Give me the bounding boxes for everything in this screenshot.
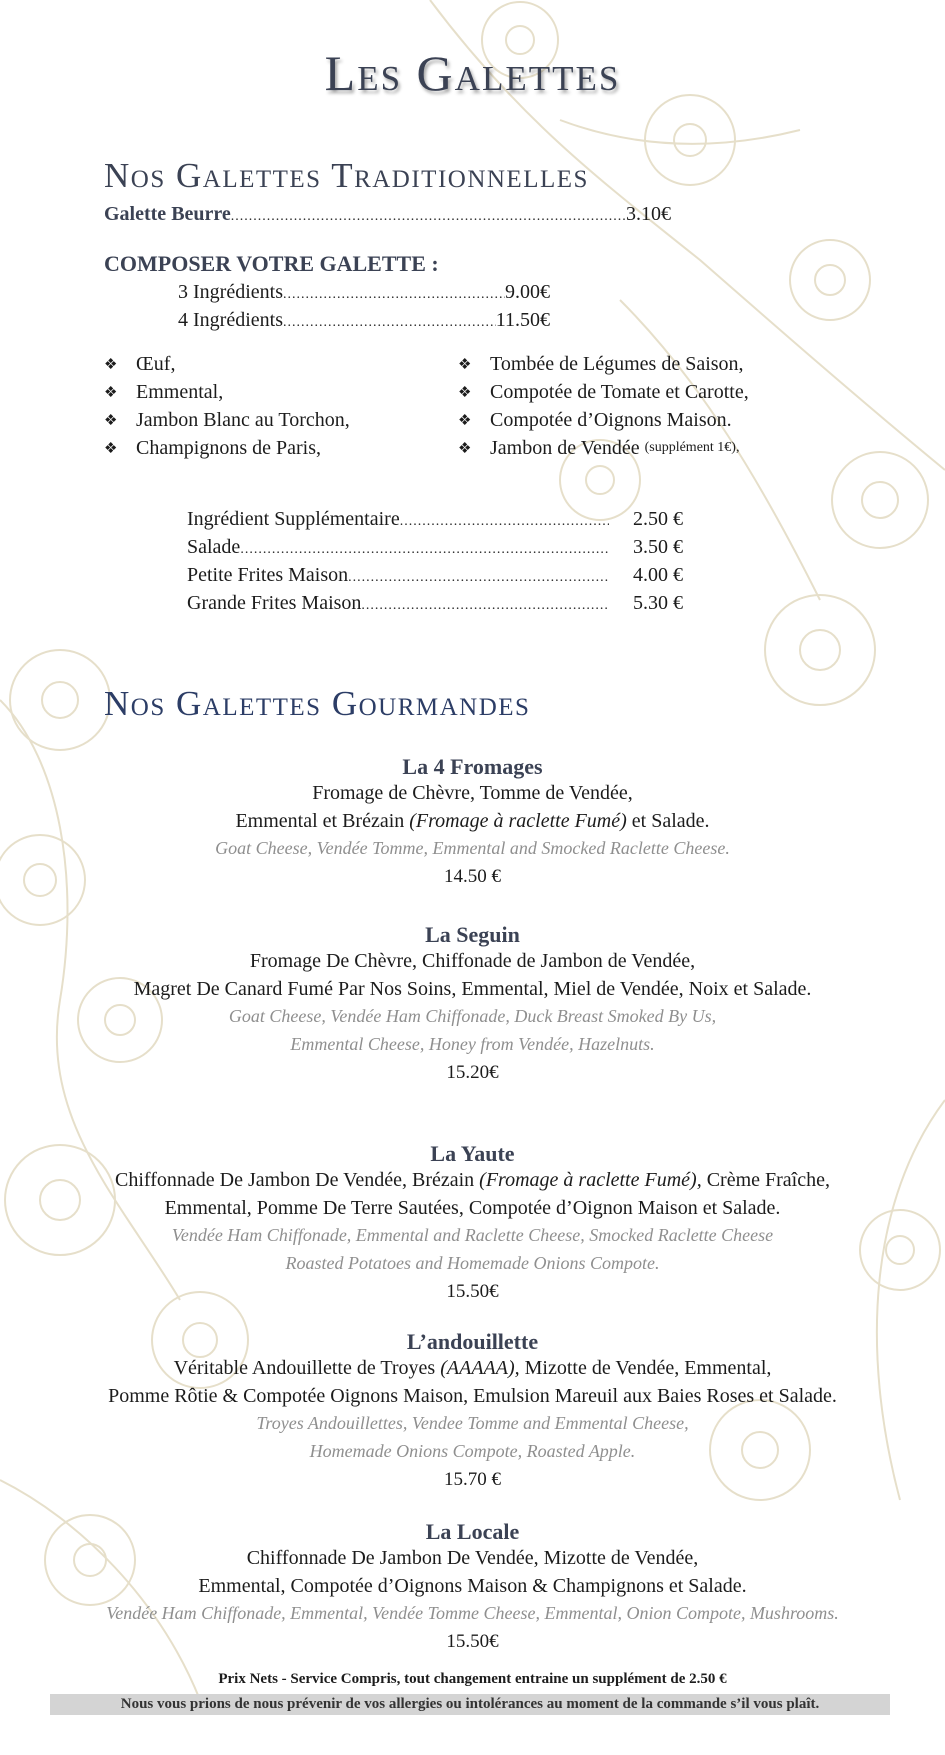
dish-card: [0, 922, 945, 1090]
diamond-bullet-icon: ❖: [458, 384, 472, 401]
dish-description: Véritable Andouillette de Troyes (AAAAA), Mizotte de Vendée, Emmental,: [173, 1357, 772, 1379]
dish-description: Chiffonnade De Jambon De Vendée, Mizotte de Vendée,: [246, 1547, 699, 1569]
galette-beurre-label: Galette Beurre: [104, 203, 231, 225]
dot-leader: [400, 508, 609, 531]
dish-description: Pomme Rôtie & Compotée Oignons Maison, Emulsion Mareuil aux Baies Roses et Salade.: [108, 1385, 837, 1407]
diamond-bullet-icon: ❖: [104, 356, 118, 373]
dish-english-description: Vendée Ham Chiffonade, Emmental, Vendée Tomme Cheese, Emmental, Onion Compote, Mushrooms.: [106, 1603, 839, 1623]
diamond-bullet-icon: ❖: [104, 412, 118, 429]
option-row: [178, 309, 550, 332]
dot-leader: [283, 309, 496, 332]
option-label: 3 Ingrédients: [178, 281, 283, 303]
dot-leader: [348, 564, 609, 587]
diamond-bullet-icon: ❖: [104, 440, 118, 457]
dot-leader: [283, 281, 505, 304]
dish-name: La Seguin: [425, 922, 520, 947]
list-item: ❖ Jambon Blanc au Torchon,: [104, 408, 350, 431]
option-row: [178, 281, 550, 304]
footer-allergy-note: Nous vous prions de nous prévenir de vos allergies ou intolérances au moment de la commande s’il vous plaît.: [50, 1694, 890, 1715]
dish-price: 15.50€: [446, 1281, 499, 1302]
galette-beurre-price: 3.10€: [626, 203, 671, 225]
diamond-bullet-icon: ❖: [104, 384, 118, 401]
jambon-supplement-note: (supplément 1€),: [644, 440, 740, 455]
diamond-bullet-icon: ❖: [458, 412, 472, 429]
footer-price-note: Prix Nets - Service Compris, tout changement entraine un supplément de 2.50 €: [218, 1671, 727, 1687]
dish-name: La Yaute: [430, 1141, 515, 1166]
extra-row: Salade ..... 3.50 €: [187, 536, 683, 559]
dish-english-description: Vendée Ham Chiffonade, Emmental and Raclette Cheese, Smocked Raclette Cheese: [171, 1225, 774, 1245]
dish-name: L’andouillette: [406, 1329, 539, 1354]
diamond-bullet-icon: ❖: [458, 440, 472, 457]
dish-english-description: Roasted Potatoes and Homemade Onions Compote.: [285, 1253, 660, 1273]
dish-english-description: Goat Cheese, Vendée Tomme, Emmental and Smocked Raclette Cheese.: [215, 838, 730, 858]
list-item: ❖ Jambon de Vendée (supplément 1€),: [458, 436, 740, 459]
extra-row: Petite Frites Maison ..... 4.00 €: [187, 564, 683, 587]
dish-description: Chiffonnade De Jambon De Vendée, Brézain (Fromage à raclette Fumé), Crème Fraîche,: [115, 1169, 830, 1191]
section-title-gourmandes: Nos Galettes Gourmandes: [104, 684, 531, 723]
section-title-traditional: Nos Galettes Traditionnelles: [104, 156, 589, 195]
list-item: ❖ Compotée d’Oignons Maison.: [458, 408, 732, 431]
dish-description: Magret De Canard Fumé Par Nos Soins, Emmental, Miel de Vendée, Noix et Salade.: [133, 978, 812, 1000]
dish-name: La 4 Fromages: [402, 754, 543, 779]
extra-row: Ingrédient Supplémentaire ..... 2.50 €: [187, 508, 683, 531]
dish-description: Emmental, Pomme De Terre Sautées, Compotée d’Oignon Maison et Salade.: [164, 1197, 781, 1219]
dish-price: 15.70 €: [444, 1469, 501, 1490]
dish-card: [0, 1329, 945, 1497]
list-item: ❖ Compotée de Tomate et Carotte,: [458, 380, 749, 403]
page-title: Les Galettes: [324, 45, 621, 101]
dish-card: [0, 1519, 945, 1659]
list-item: ❖ Tombée de Légumes de Saison,: [458, 352, 744, 375]
dot-leader: [231, 203, 626, 226]
dish-english-description: Goat Cheese, Vendée Ham Chiffonade, Duck Breast Smoked By Us,: [228, 1006, 717, 1026]
dish-price: 15.20€: [446, 1062, 499, 1083]
extra-row: Grande Frites Maison ..... 5.30 €: [187, 592, 683, 615]
dish-english-description: Emmental Cheese, Honey from Vendée, Hazelnuts.: [290, 1034, 655, 1054]
dish-description: Emmental, Compotée d’Oignons Maison & Champignons et Salade.: [198, 1575, 747, 1597]
dish-name: La Locale: [425, 1519, 520, 1544]
dish-english-description: Homemade Onions Compote, Roasted Apple.: [309, 1441, 636, 1461]
dish-price: 15.50€: [446, 1631, 499, 1652]
dish-description: Fromage De Chèvre, Chiffonade de Jambon de Vendée,: [249, 950, 696, 972]
dish-card: [0, 1141, 945, 1309]
option-price: 9.00€: [505, 281, 550, 303]
dish-english-description: Troyes Andouillettes, Vendee Tomme and Emmental Cheese,: [256, 1413, 689, 1433]
ingredients-right-list: [458, 350, 749, 462]
list-item: ❖ Œuf,: [104, 352, 176, 375]
dot-leader: [240, 536, 609, 559]
option-label: 4 Ingrédients: [178, 309, 283, 331]
dish-description: Emmental et Brézain (Fromage à raclette Fumé) et Salade.: [235, 810, 710, 832]
compose-title: COMPOSER VOTRE GALETTE :: [104, 251, 439, 276]
list-item: ❖ Champignons de Paris,: [104, 436, 321, 459]
galette-beurre-row: [104, 203, 671, 226]
option-price: 11.50€: [495, 309, 550, 331]
dish-description: Fromage de Chèvre, Tomme de Vendée,: [312, 782, 633, 804]
dish-price: 14.50 €: [444, 866, 501, 887]
dish-card: [0, 754, 945, 894]
dot-leader: [361, 592, 609, 615]
diamond-bullet-icon: ❖: [458, 356, 472, 373]
ingredients-left-list: [104, 350, 350, 462]
list-item: ❖ Emmental,: [104, 380, 224, 403]
